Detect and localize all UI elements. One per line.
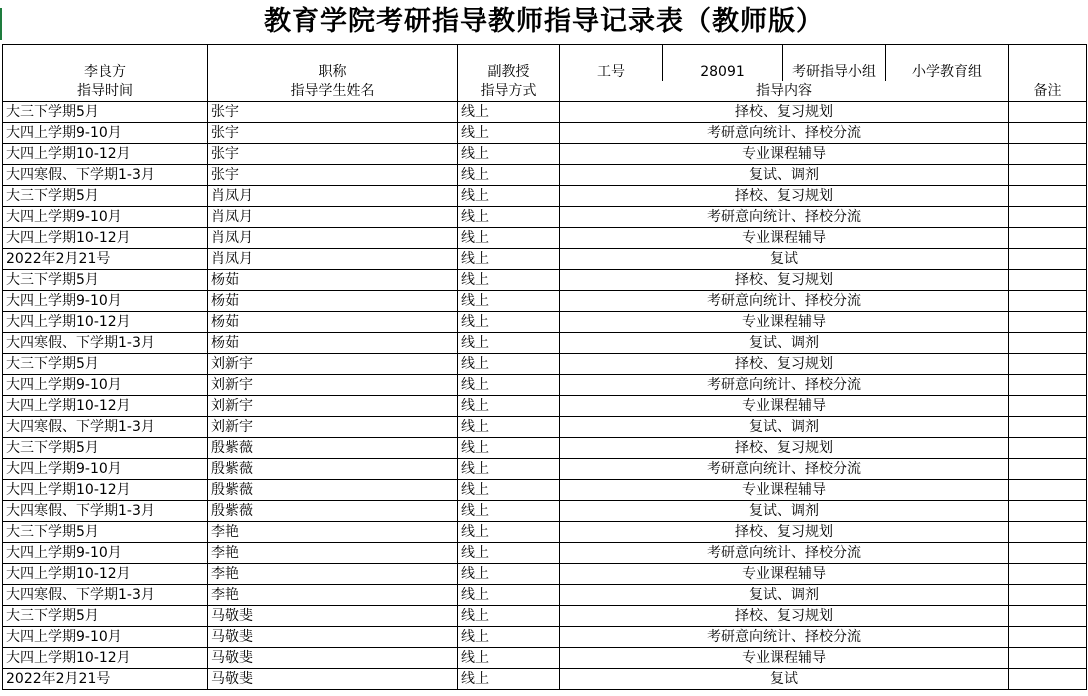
remark-cell[interactable]	[1009, 564, 1087, 585]
content-cell[interactable]: 复试、调剂	[560, 585, 1009, 606]
header-time[interactable]: 指导时间	[3, 81, 208, 102]
table-row	[3, 312, 1087, 333]
student-cell[interactable]: 杨茹	[208, 291, 458, 312]
remark-cell[interactable]	[1009, 459, 1087, 480]
content-cell[interactable]: 择校、复习规划	[560, 438, 1009, 459]
content-cell[interactable]: 择校、复习规划	[560, 354, 1009, 375]
method-cell[interactable]: 线上	[458, 144, 560, 165]
content-cell[interactable]: 考研意向统计、择校分流	[560, 627, 1009, 648]
record-table	[2, 44, 1087, 690]
remark-cell[interactable]	[1009, 228, 1087, 249]
student-cell[interactable]: 刘新宇	[208, 375, 458, 396]
method-cell[interactable]: 线上	[458, 207, 560, 228]
time-cell[interactable]: 大三下学期5月	[3, 186, 208, 207]
info-row	[3, 45, 1087, 82]
method-cell[interactable]: 线上	[458, 459, 560, 480]
header-row	[3, 81, 1087, 102]
time-cell[interactable]: 大四上学期9-10月	[3, 123, 208, 144]
remark-cell[interactable]	[1009, 375, 1087, 396]
table-row	[3, 270, 1087, 291]
table-row	[3, 165, 1087, 186]
remark-cell[interactable]	[1009, 606, 1087, 627]
method-cell[interactable]: 线上	[458, 669, 560, 690]
table-row	[3, 249, 1087, 270]
table-row	[3, 228, 1087, 249]
group-label-cell[interactable]: 考研指导小组	[783, 45, 886, 82]
time-cell[interactable]: 大四寒假、下学期1-3月	[3, 501, 208, 522]
student-cell[interactable]: 李艳	[208, 585, 458, 606]
method-cell[interactable]: 线上	[458, 606, 560, 627]
table-row	[3, 144, 1087, 165]
student-cell[interactable]: 张宇	[208, 102, 458, 123]
student-cell[interactable]: 肖凤月	[208, 186, 458, 207]
content-cell[interactable]: 考研意向统计、择校分流	[560, 543, 1009, 564]
header-remark[interactable]: 备注	[1009, 81, 1087, 102]
remark-cell[interactable]	[1009, 543, 1087, 564]
method-cell[interactable]: 线上	[458, 543, 560, 564]
method-cell[interactable]: 线上	[458, 375, 560, 396]
student-cell[interactable]: 马敬斐	[208, 627, 458, 648]
remark-cell[interactable]	[1009, 123, 1087, 144]
content-cell[interactable]: 专业课程辅导	[560, 144, 1009, 165]
remark-cell[interactable]	[1009, 585, 1087, 606]
time-cell[interactable]: 大三下学期5月	[3, 438, 208, 459]
content-cell[interactable]: 择校、复习规划	[560, 270, 1009, 291]
content-cell[interactable]: 复试、调剂	[560, 165, 1009, 186]
student-cell[interactable]: 张宇	[208, 144, 458, 165]
header-student[interactable]: 指导学生姓名	[208, 81, 458, 102]
table-row	[3, 543, 1087, 564]
student-cell[interactable]: 张宇	[208, 123, 458, 144]
remark-cell[interactable]	[1009, 165, 1087, 186]
method-cell[interactable]: 线上	[458, 270, 560, 291]
remark-cell[interactable]	[1009, 354, 1087, 375]
method-cell[interactable]: 线上	[458, 291, 560, 312]
header-content[interactable]: 指导内容	[560, 81, 1009, 102]
content-cell[interactable]: 择校、复习规划	[560, 522, 1009, 543]
time-cell[interactable]: 大四上学期9-10月	[3, 627, 208, 648]
content-cell[interactable]: 专业课程辅导	[560, 480, 1009, 501]
time-cell[interactable]: 大四寒假、下学期1-3月	[3, 585, 208, 606]
time-cell[interactable]: 大三下学期5月	[3, 354, 208, 375]
time-cell[interactable]: 大四上学期10-12月	[3, 564, 208, 585]
method-cell[interactable]: 线上	[458, 585, 560, 606]
student-cell[interactable]: 杨茹	[208, 312, 458, 333]
id-label-cell[interactable]: 工号	[560, 45, 663, 82]
time-cell[interactable]: 大四寒假、下学期1-3月	[3, 333, 208, 354]
time-cell[interactable]: 大三下学期5月	[3, 606, 208, 627]
time-cell[interactable]: 大四上学期9-10月	[3, 291, 208, 312]
remark-cell[interactable]	[1009, 270, 1087, 291]
time-cell[interactable]: 大四上学期9-10月	[3, 375, 208, 396]
method-cell[interactable]: 线上	[458, 648, 560, 669]
title-label-cell[interactable]: 职称	[208, 45, 458, 82]
content-cell[interactable]: 复试、调剂	[560, 501, 1009, 522]
remark-cell[interactable]	[1009, 438, 1087, 459]
method-cell[interactable]: 线上	[458, 228, 560, 249]
table-row	[3, 417, 1087, 438]
table-row	[3, 522, 1087, 543]
content-cell[interactable]: 专业课程辅导	[560, 648, 1009, 669]
remark-cell[interactable]	[1009, 501, 1087, 522]
remark-cell[interactable]	[1009, 522, 1087, 543]
remark-cell[interactable]	[1009, 669, 1087, 690]
content-cell[interactable]: 复试、调剂	[560, 417, 1009, 438]
content-cell[interactable]: 考研意向统计、择校分流	[560, 291, 1009, 312]
time-cell[interactable]: 大四上学期9-10月	[3, 207, 208, 228]
student-cell[interactable]: 李艳	[208, 543, 458, 564]
table-row	[3, 186, 1087, 207]
table-row	[3, 627, 1087, 648]
content-cell[interactable]: 择校、复习规划	[560, 186, 1009, 207]
sheet-title[interactable]: 教育学院考研指导教师指导记录表（教师版）	[264, 6, 824, 37]
table-row	[3, 606, 1087, 627]
method-cell[interactable]: 线上	[458, 333, 560, 354]
remark-cell[interactable]	[1009, 144, 1087, 165]
student-cell[interactable]: 马敬斐	[208, 669, 458, 690]
remark-cell[interactable]	[1009, 396, 1087, 417]
time-cell[interactable]: 大四上学期9-10月	[3, 459, 208, 480]
content-cell[interactable]: 复试	[560, 249, 1009, 270]
student-cell[interactable]: 殷紫薇	[208, 459, 458, 480]
student-cell[interactable]: 殷紫薇	[208, 501, 458, 522]
student-cell[interactable]: 殷紫薇	[208, 480, 458, 501]
remark-cell[interactable]	[1009, 291, 1087, 312]
remark-cell[interactable]	[1009, 480, 1087, 501]
content-cell[interactable]: 复试、调剂	[560, 333, 1009, 354]
table-row	[3, 648, 1087, 669]
title-value-cell[interactable]: 副教授	[458, 45, 560, 82]
time-cell[interactable]: 大四上学期10-12月	[3, 480, 208, 501]
remark-cell[interactable]	[1009, 417, 1087, 438]
table-row	[3, 438, 1087, 459]
student-cell[interactable]: 殷紫薇	[208, 438, 458, 459]
time-cell[interactable]: 大三下学期5月	[3, 270, 208, 291]
time-cell[interactable]: 大三下学期5月	[3, 522, 208, 543]
remark-cell[interactable]	[1009, 627, 1087, 648]
content-cell[interactable]: 考研意向统计、择校分流	[560, 207, 1009, 228]
table-row	[3, 669, 1087, 690]
table-row	[3, 102, 1087, 123]
teacher-name-cell[interactable]: 李良方	[3, 45, 208, 82]
time-cell[interactable]: 大三下学期5月	[3, 102, 208, 123]
student-cell[interactable]: 肖凤月	[208, 228, 458, 249]
student-cell[interactable]: 刘新宇	[208, 417, 458, 438]
content-cell[interactable]: 复试	[560, 669, 1009, 690]
table-row	[3, 459, 1087, 480]
table-row	[3, 123, 1087, 144]
method-cell[interactable]: 线上	[458, 165, 560, 186]
content-cell[interactable]: 专业课程辅导	[560, 312, 1009, 333]
student-cell[interactable]: 杨茹	[208, 333, 458, 354]
student-cell[interactable]: 李艳	[208, 522, 458, 543]
method-cell[interactable]: 线上	[458, 186, 560, 207]
content-cell[interactable]: 择校、复习规划	[560, 606, 1009, 627]
method-cell[interactable]: 线上	[458, 522, 560, 543]
student-cell[interactable]: 杨茹	[208, 270, 458, 291]
time-cell[interactable]: 大四上学期10-12月	[3, 144, 208, 165]
table-row	[3, 585, 1087, 606]
method-cell[interactable]: 线上	[458, 354, 560, 375]
remark-cell[interactable]	[1009, 249, 1087, 270]
student-cell[interactable]: 张宇	[208, 165, 458, 186]
method-cell[interactable]: 线上	[458, 438, 560, 459]
table-row	[3, 375, 1087, 396]
student-cell[interactable]: 肖凤月	[208, 207, 458, 228]
method-cell[interactable]: 线上	[458, 249, 560, 270]
time-cell[interactable]: 2022年2月21号	[3, 669, 208, 690]
time-cell[interactable]: 大四上学期10-12月	[3, 648, 208, 669]
content-cell[interactable]: 考研意向统计、择校分流	[560, 459, 1009, 480]
time-cell[interactable]: 大四上学期10-12月	[3, 228, 208, 249]
method-cell[interactable]: 线上	[458, 417, 560, 438]
student-cell[interactable]: 李艳	[208, 564, 458, 585]
content-cell[interactable]: 专业课程辅导	[560, 228, 1009, 249]
student-cell[interactable]: 马敬斐	[208, 648, 458, 669]
student-cell[interactable]: 肖凤月	[208, 249, 458, 270]
remark-cell[interactable]	[1009, 648, 1087, 669]
content-cell[interactable]: 专业课程辅导	[560, 564, 1009, 585]
method-cell[interactable]: 线上	[458, 312, 560, 333]
group-value-cell[interactable]: 小学教育组	[886, 45, 1009, 82]
remark-cell[interactable]	[1009, 333, 1087, 354]
remark-cell[interactable]	[1009, 186, 1087, 207]
table-row	[3, 480, 1087, 501]
table-row	[3, 354, 1087, 375]
time-cell[interactable]: 大四寒假、下学期1-3月	[3, 417, 208, 438]
table-row	[3, 207, 1087, 228]
method-cell[interactable]: 线上	[458, 627, 560, 648]
method-cell[interactable]: 线上	[458, 480, 560, 501]
content-cell[interactable]: 择校、复习规划	[560, 102, 1009, 123]
time-cell[interactable]: 大四寒假、下学期1-3月	[3, 165, 208, 186]
remark-cell[interactable]	[1009, 207, 1087, 228]
id-value-cell[interactable]: 28091	[663, 45, 783, 82]
method-cell[interactable]: 线上	[458, 564, 560, 585]
method-cell[interactable]: 线上	[458, 501, 560, 522]
time-cell[interactable]: 大四上学期10-12月	[3, 396, 208, 417]
content-cell[interactable]: 考研意向统计、择校分流	[560, 123, 1009, 144]
method-cell[interactable]: 线上	[458, 123, 560, 144]
time-cell[interactable]: 大四上学期10-12月	[3, 312, 208, 333]
content-cell[interactable]: 考研意向统计、择校分流	[560, 375, 1009, 396]
content-cell[interactable]: 专业课程辅导	[560, 396, 1009, 417]
table-row	[3, 501, 1087, 522]
remark-cell[interactable]	[1009, 102, 1087, 123]
student-cell[interactable]: 刘新宇	[208, 354, 458, 375]
student-cell[interactable]: 刘新宇	[208, 396, 458, 417]
empty-info-cell[interactable]	[1009, 45, 1087, 82]
student-cell[interactable]: 马敬斐	[208, 606, 458, 627]
header-method[interactable]: 指导方式	[458, 81, 560, 102]
table-row	[3, 291, 1087, 312]
table-row	[3, 333, 1087, 354]
time-cell[interactable]: 2022年2月21号	[3, 249, 208, 270]
time-cell[interactable]: 大四上学期9-10月	[3, 543, 208, 564]
method-cell[interactable]: 线上	[458, 102, 560, 123]
table-row	[3, 396, 1087, 417]
table-row	[3, 564, 1087, 585]
remark-cell[interactable]	[1009, 312, 1087, 333]
method-cell[interactable]: 线上	[458, 396, 560, 417]
